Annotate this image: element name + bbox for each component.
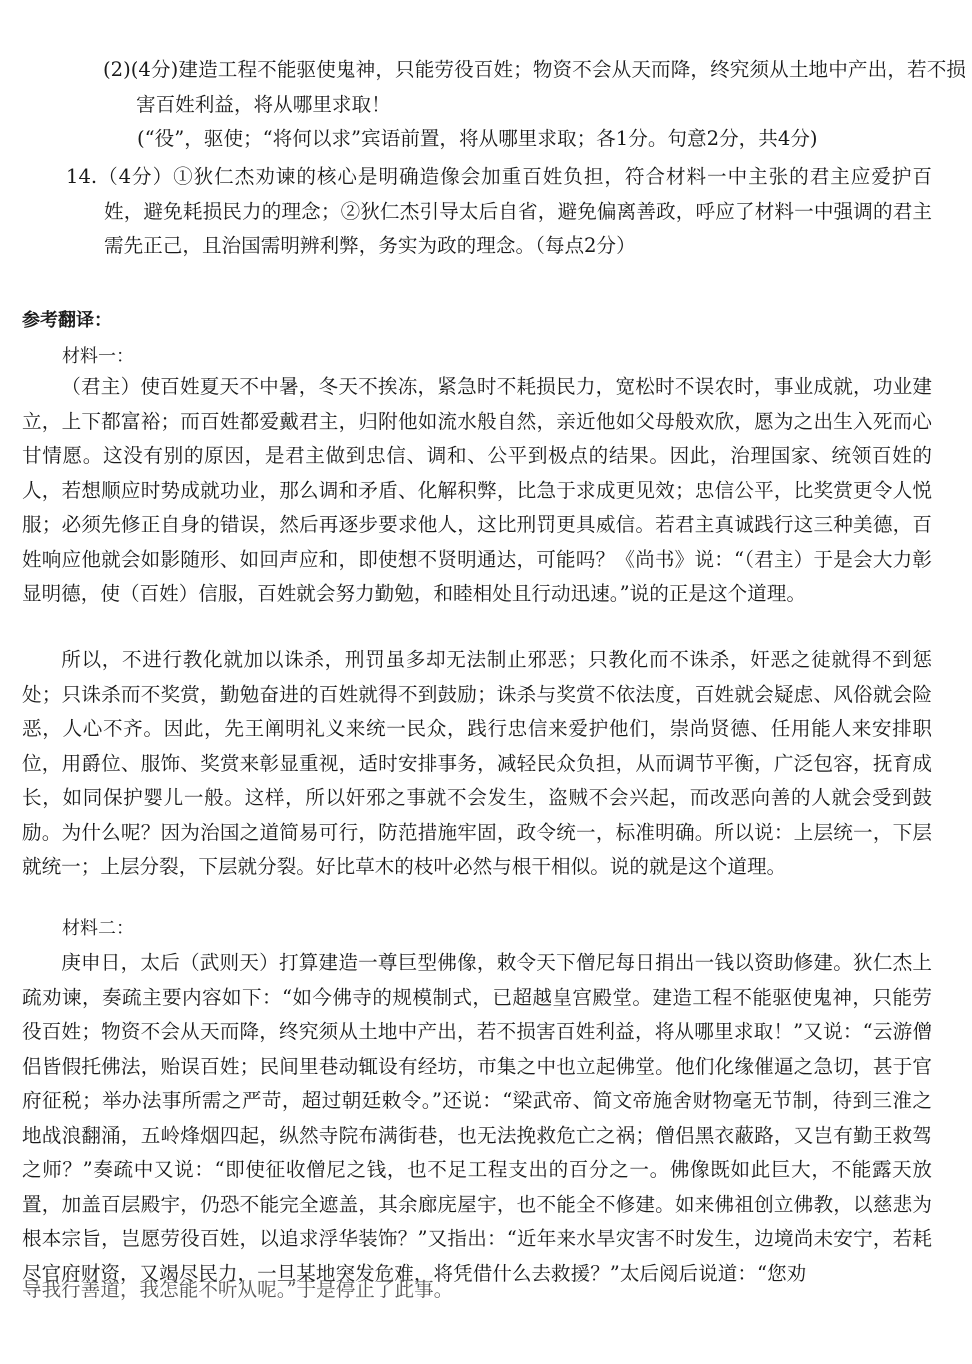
answer-13-2-scoring-note: (“役”，驱使；“将何以求”宾语前置，将从哪里求取；各1分。句意2分，共4分) [137, 127, 818, 150]
material-1-paragraph-2: 所以，不进行教化就加以诛杀，刑罚虽多却无法制止邪恶；只教化而不诛杀，奸恶之徒就得不到惩处；只诛杀而不奖赏，勤勉奋进的百姓就得不到鼓励；诛杀与奖赏不依法度，百姓就会疑虑、风俗就会险恶，人心不齐。因此，先王阐明礼义来统一民众，践行忠信来爱护他们，崇尚贤德、任用能人来安排职位，用爵位、服饰、奖赏来彰显重视，适时安排事务，减轻民众负担，从而调节平衡，广泛包容，抚育成长，如同保护婴儿一般。这样，所以奸邪之事就不会发生，盗贼不会兴起，而改恶向善的人就会受到鼓励。为什么呢？因为治国之道简易可行，防范措施牢固，政令统一，标准明确。所以说：上层统一，下层就统一；上层分裂，下层就分裂。好比草木的枝叶必然与根干相似。说的就是这个道理。 [22, 648, 932, 878]
cut-off-line [22, 1278, 932, 1305]
material-1-label: 材料一： [62, 346, 134, 367]
answer-14: 14.（4分）①狄仁杰劝谏的核心是明确造像会加重百姓负担，符合材料一中主张的君主应爱护百姓，避免耗损民力的理念；②狄仁杰引导太后自省，避免偏离善政，呼应了材料一中强调的君主需先正己，且治国需明辨利弊，务实为政的理念。（每点2分） [66, 165, 932, 257]
answer-13-2: (2)(4分)建造工程不能驱使鬼神，只能劳役百姓；物资不会从天而降，终究须从土地中产出，若不损害百姓利益，将从哪里求取！ [103, 58, 966, 116]
translation-heading: 参考翻译： [22, 310, 112, 331]
material-2-label: 材料二： [62, 918, 134, 939]
material-2-paragraph-1: 庚申日，太后（武则天）打算建造一尊巨型佛像，敕令天下僧尼每日捐出一钱以资助修建。狄仁杰上疏劝谏，奏疏主要内容如下：“如今佛寺的规模制式，已超越皇宫殿堂。建造工程不能驱使鬼神，只能劳役百姓；物资不会从天而降，终究须从土地中产出，若不损害百姓利益，将从哪里求取！”又说：“云游僧侣皆假托佛法，贻误百姓；民间里巷动辄设有经坊，市集之中也立起佛堂。他们化缘催逼之急切，甚于官府征税；举办法事所需之严苛，超过朝廷敕令。”还说：“梁武帝、简文帝施舍财物毫无节制，待到三淮之地战浪翻涌，五岭烽烟四起，纵然寺院布满街巷，也无法挽救危亡之祸；僧侣黑衣蔽路，又岂有勤王救驾之师？”奏疏中又说：“即使征收僧尼之钱，也不足工程支出的百分之一。佛像既如此巨大，不能露天放置，加盖百层殿宇，仍恐不能完全遮盖，其余廊庑屋宇，也不能全不修建。如来佛祖创立佛教，以慈悲为根本宗旨，岂愿劳役百姓，以追求浮华装饰？”又指出：“近年来水旱灾害不时发生，边境尚未安宁，若耗尽官府财资，又竭尽民力，一旦某地突发危难，将凭借什么去救援？”太后阅后说道：“您劝 [22, 951, 932, 1285]
cut-off-text: 导我行善道，我怎能不听从呢。”于是停止了此事。 [22, 1278, 454, 1301]
material-1-paragraph-1: （君主）使百姓夏天不中暑，冬天不挨冻，紧急时不耗损民力，宽松时不误农时，事业成就，功业建立，上下都富裕；而百姓都爱戴君主，归附他如流水般自然，亲近他如父母般欢欣，愿为之出生入死而心甘情愿。这没有别的原因，是君主做到忠信、调和、公平到极点的结果。因此，治理国家、统领百姓的人，若想顺应时势成就功业，那么调和矛盾、化解积弊，比急于求成更见效；忠信公平，比奖赏更令人悦服；必须先修正自身的错误，然后再逐步要求他人，这比刑罚更具威信。若君主真诚践行这三种美德，百姓响应他就会如影随形、如回声应和，即使想不贤明通达，可能吗？《尚书》说：“（君主）于是会大力彰显明德，使（百姓）信服，百姓就会努力勤勉，和睦相处且行动迅速。”说的正是这个道理。 [22, 375, 932, 605]
